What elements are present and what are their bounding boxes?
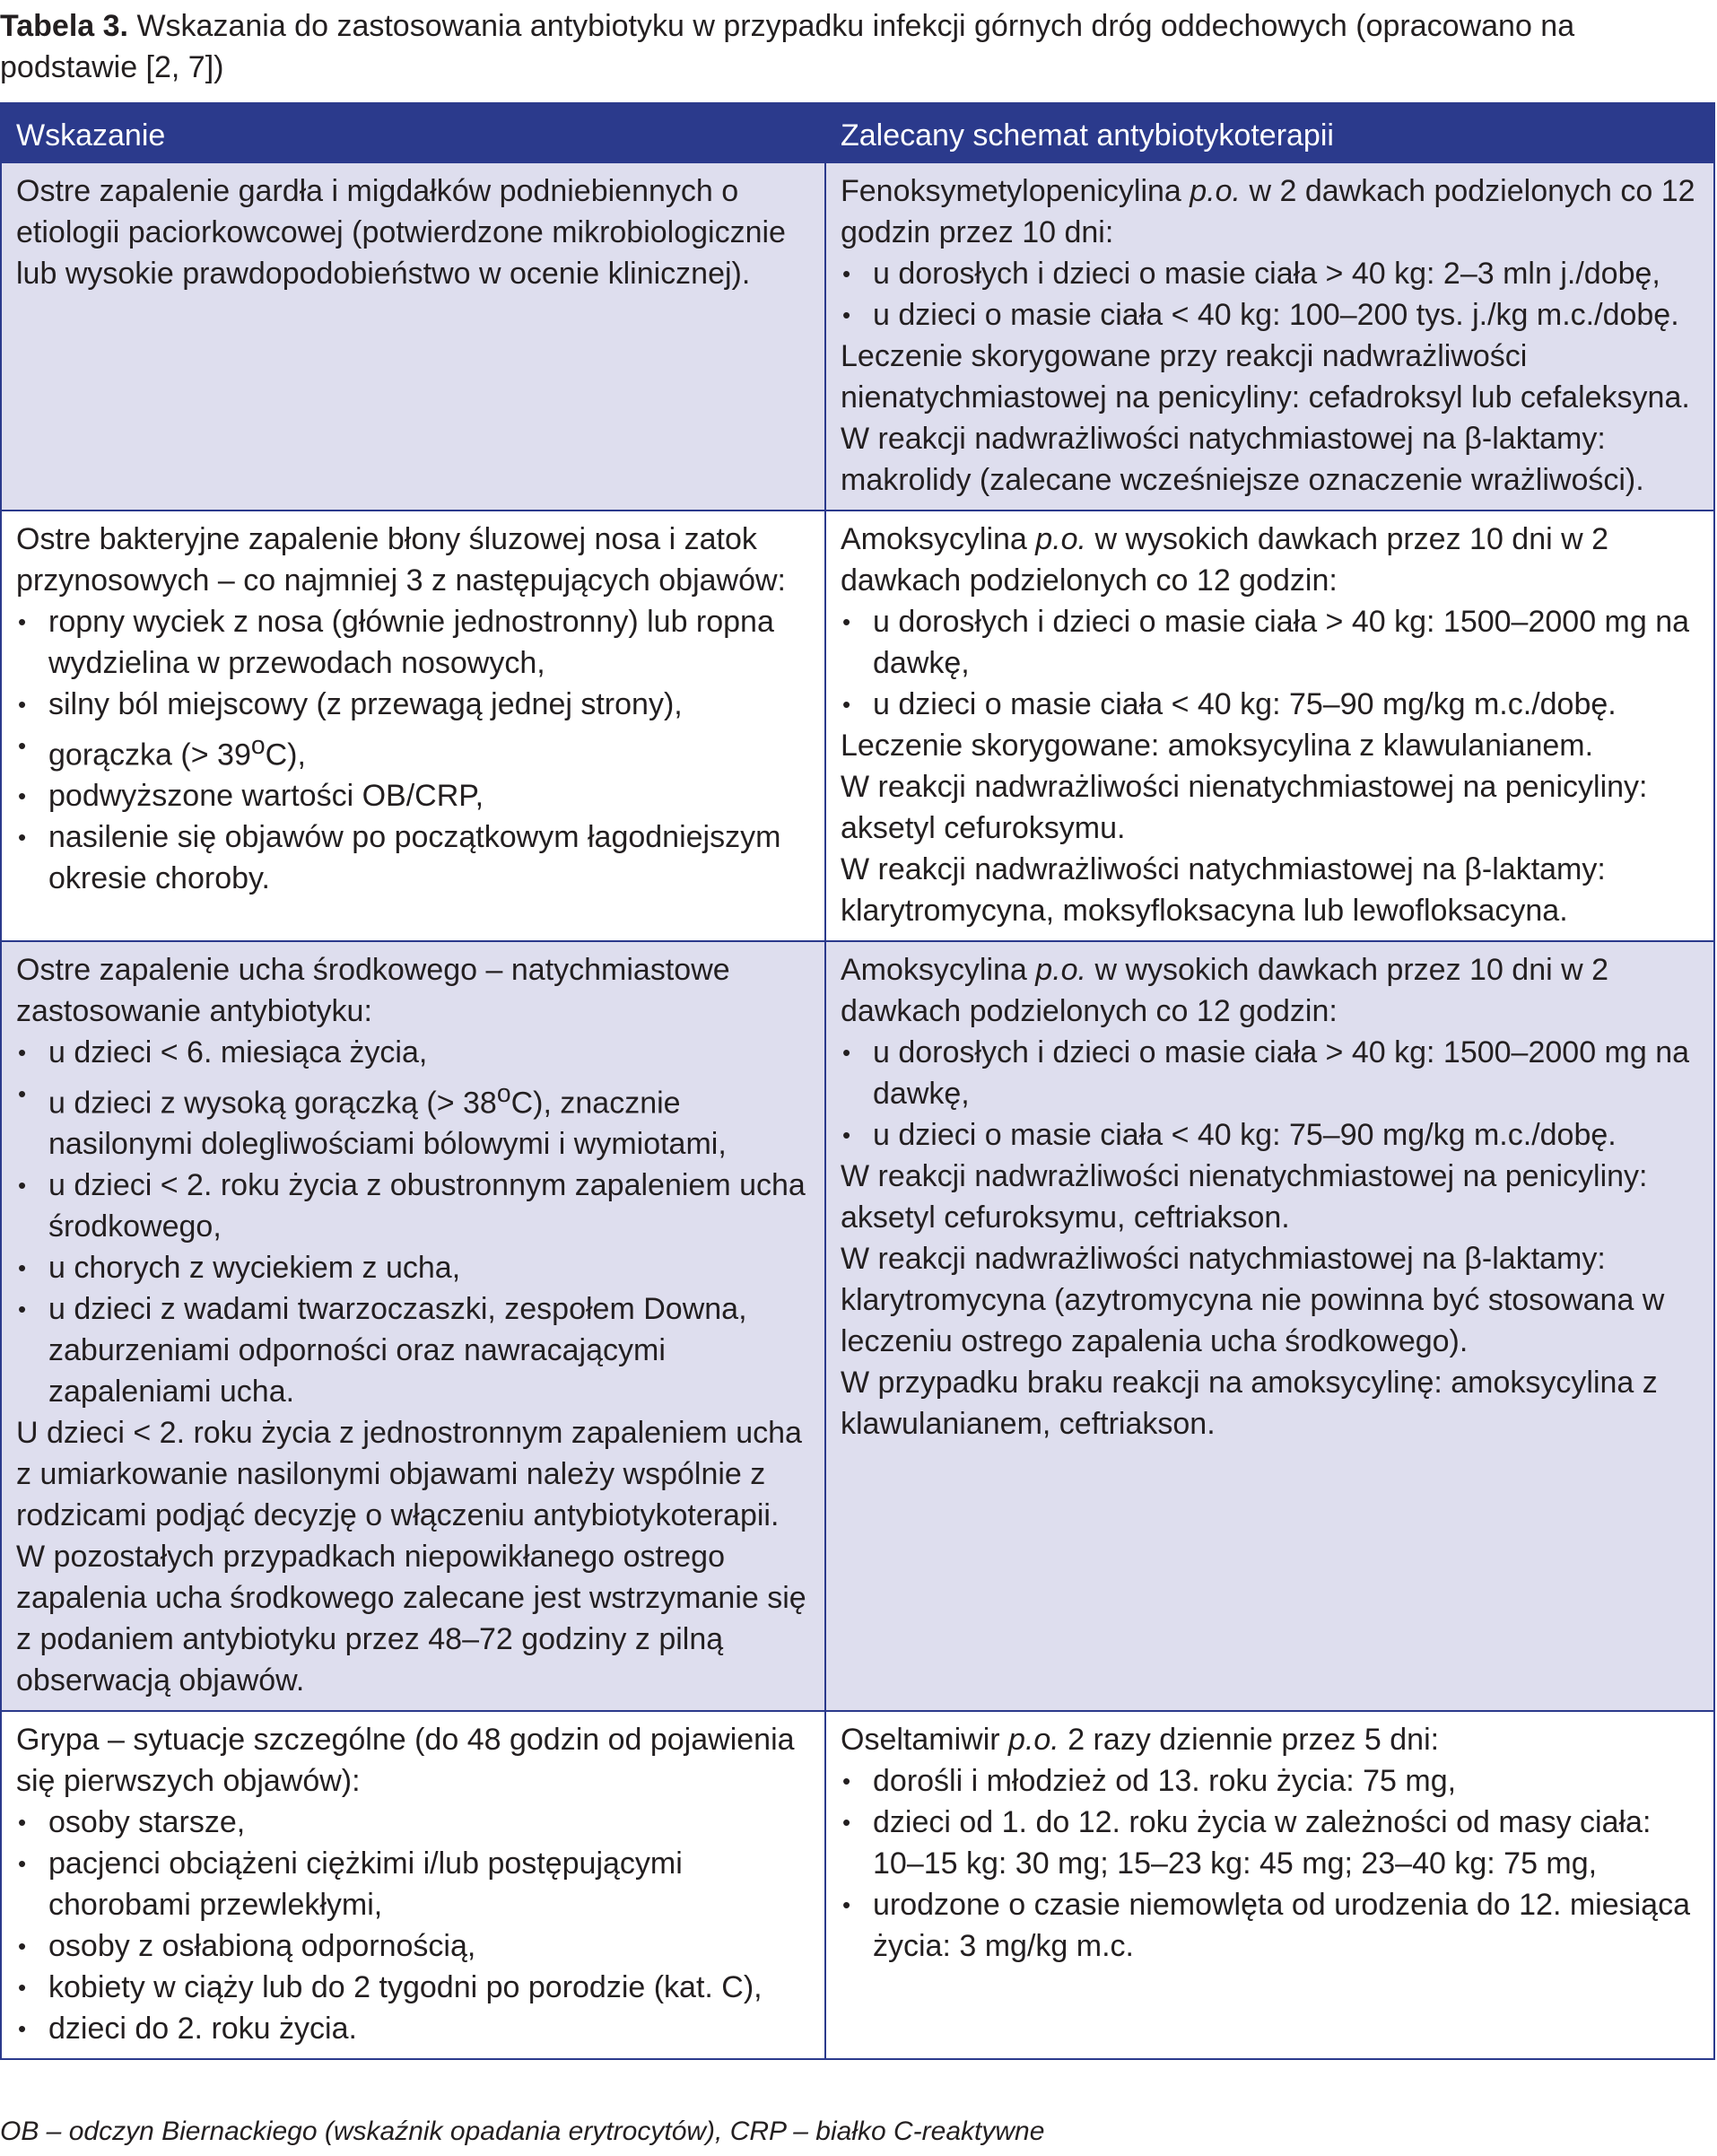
table-row — [1, 511, 1714, 941]
indication-cell — [1, 941, 825, 1711]
cell-paragraph: Amoksycylina p.o. w wysokich dawkach przez 10 dni w 2 dawkach podzielonych co 12 godzin: — [841, 522, 1609, 598]
cell-paragraph: W reakcji nadwrażliwości natychmiastowej na β-laktamy: klarytromycyna, moksyfloksacyna lub lewofloksacyna. — [841, 852, 1606, 928]
indication-cell — [1, 1711, 825, 2059]
cell-paragraph: Ostre zapalenie gardła i migdałków podniebiennych o etiologii paciorkowcowej (potwierdzone mikrobiologicznie lub wysokie prawdopodobieństwo w ocenie klinicznej). — [16, 174, 786, 291]
list-item: • u dorosłych i dzieci o masie ciała > 40 kg: 2–3 mln j./dobę, — [841, 253, 1699, 294]
table-header-row — [1, 103, 1714, 162]
header-indication: Wskazanie — [1, 103, 825, 162]
list-item: • pacjenci obciążeni ciężkimi i/lub postępującymi chorobami przewlekłymi, — [16, 1843, 810, 1925]
list-item: • dorośli i młodzież od 13. roku życia: 75 mg, — [841, 1760, 1699, 1802]
cell-paragraph: Ostre bakteryjne zapalenie błony śluzowej nosa i zatok przynosowych – co najmniej 3 z następujących objawów: — [16, 522, 787, 598]
cell-paragraph: Fenoksymetylopenicylina p.o. w 2 dawkach podzielonych co 12 godzin przez 10 dni: — [841, 174, 1695, 249]
list-item: • u chorych z wyciekiem z ucha, — [16, 1247, 810, 1288]
list-item: • ropny wyciek z nosa (głównie jednostronny) lub ropna wydzielina w przewodach nosowych, — [16, 601, 810, 684]
indication-cell — [1, 162, 825, 511]
cell-paragraph: W przypadku braku reakcji na amoksycylinę: amoksycylina z klawulanianem, ceftriakson. — [841, 1366, 1658, 1441]
table-caption-label: Tabela 3. — [0, 9, 128, 43]
table-row — [1, 1711, 1714, 2059]
list-item: • u dzieci o masie ciała < 40 kg: 100–200 tys. j./kg m.c./dobę. — [841, 294, 1699, 336]
bullet-list — [16, 1032, 810, 1412]
list-item: • u dzieci < 6. miesiąca życia, — [16, 1032, 810, 1073]
cell-paragraph: Grypa – sytuacje szczególne (do 48 godzin od pojawienia się pierwszych objawów): — [16, 1723, 795, 1799]
list-item: • podwyższone wartości OB/CRP, — [16, 775, 810, 816]
cell-paragraph: Leczenie skorygowane: amoksycylina z klawulanianem. — [841, 729, 1594, 763]
bullet-list — [841, 1760, 1699, 1967]
cell-paragraph: Oseltamiwir p.o. 2 razy dziennie przez 5 dni: — [841, 1723, 1440, 1758]
list-item: • dzieci od 1. do 12. roku życia w zależności od masy ciała: 10–15 kg: 30 mg; 15–23 kg: 45 mg; 23–40 kg: 75 mg, — [841, 1802, 1699, 1884]
table-caption-text: Wskazania do zastosowania antybiotyku w przypadku infekcji górnych dróg oddechowych (opracowano na podstawie [2, 7]) — [0, 9, 1575, 84]
bullet-list — [16, 601, 810, 899]
cell-paragraph: U dzieci < 2. roku życia z jednostronnym zapaleniem ucha z umiarkowanie nasilonymi objawami należy wspólnie z rodzicami podjąć decyzję o włączeniu antybiotykoterapii. — [16, 1416, 802, 1533]
cell-paragraph: Amoksycylina p.o. w wysokich dawkach przez 10 dni w 2 dawkach podzielonych co 12 godzin: — [841, 953, 1609, 1028]
list-item: • gorączka (> $39^oC$), — [16, 725, 810, 775]
list-item: • u dorosłych i dzieci o masie ciała > 40 kg: 1500–2000 mg na dawkę, — [841, 601, 1699, 684]
cell-paragraph: W reakcji nadwrażliwości nienatychmiastowej na penicyliny: aksetyl cefuroksymu. — [841, 770, 1648, 845]
bullet-list — [16, 1802, 810, 2049]
list-item: • dzieci do 2. roku życia. — [16, 2008, 810, 2049]
list-item: • kobiety w ciąży lub do 2 tygodni po porodzie (kat. C), — [16, 1967, 810, 2008]
therapy-cell — [825, 162, 1714, 511]
list-item: • u dzieci z wadami twarzoczaszki, zespołem Downa, zaburzeniami odporności oraz nawracającymi zapaleniami ucha. — [16, 1288, 810, 1412]
bullet-list — [841, 1032, 1699, 1156]
cell-paragraph: W reakcji nadwrażliwości natychmiastowej na β-laktamy: makrolidy (zalecane wcześniejsze oznaczenie wrażliwości). — [841, 422, 1644, 497]
footnote: OB – odczyn Biernackiego (wskaźnik opadania erytrocytów), CRP – białko C-reaktywne — [0, 2117, 1045, 2146]
list-item: • osoby starsze, — [16, 1802, 810, 1843]
bullet-list — [841, 601, 1699, 725]
therapy-cell — [825, 941, 1714, 1711]
cell-paragraph: W reakcji nadwrażliwości natychmiastowej na β-laktamy: klarytromycyna (azytromycyna nie powinna być stosowana w leczeniu ostrego zapalenia ucha środkowego). — [841, 1242, 1665, 1358]
cell-paragraph: W pozostałych przypadkach niepowikłanego ostrego zapalenia ucha środkowego zalecane jest wstrzymanie się z podaniem antybiotyku przez 48–72 godziny z pilną obserwacją objawów. — [16, 1540, 806, 1698]
list-item: • nasilenie się objawów po początkowym łagodniejszym okresie choroby. — [16, 816, 810, 899]
therapy-cell — [825, 1711, 1714, 2059]
list-item: • urodzone o czasie niemowlęta od urodzenia do 12. miesiąca życia: 3 mg/kg m.c. — [841, 1884, 1699, 1967]
list-item: • silny ból miejscowy (z przewagą jednej strony), — [16, 684, 810, 725]
list-item: • u dzieci < 2. roku życia z obustronnym zapaleniem ucha środkowego, — [16, 1165, 810, 1247]
list-item: • u dorosłych i dzieci o masie ciała > 40 kg: 1500–2000 mg na dawkę, — [841, 1032, 1699, 1114]
list-item: • osoby z osłabioną odpornością, — [16, 1925, 810, 1967]
header-therapy: Zalecany schemat antybiotykoterapii — [825, 103, 1714, 162]
list-item: • u dzieci o masie ciała < 40 kg: 75–90 mg/kg m.c./dobę. — [841, 1114, 1699, 1156]
indication-cell — [1, 511, 825, 941]
list-item: • u dzieci z wysoką gorączką (> $38^oC$), znacznie nasilonymi dolegliwościami bólowymi i wymiotami, — [16, 1073, 810, 1165]
list-item: • u dzieci o masie ciała < 40 kg: 75–90 mg/kg m.c./dobę. — [841, 684, 1699, 725]
cell-paragraph: W reakcji nadwrażliwości nienatychmiastowej na penicyliny: aksetyl cefuroksymu, ceftriakson. — [841, 1159, 1648, 1235]
therapy-cell — [825, 511, 1714, 941]
cell-paragraph: Ostre zapalenie ucha środkowego – natychmiastowe zastosowanie antybiotyku: — [16, 953, 730, 1028]
cell-paragraph: Leczenie skorygowane przy reakcji nadwrażliwości nienatychmiastowej na penicyliny: cefadroksyl lub cefaleksyna. — [841, 339, 1690, 415]
table-caption — [0, 5, 1704, 88]
table-row — [1, 162, 1714, 511]
indications-table — [0, 102, 1715, 2060]
bullet-list — [841, 253, 1699, 336]
table-row — [1, 941, 1714, 1711]
